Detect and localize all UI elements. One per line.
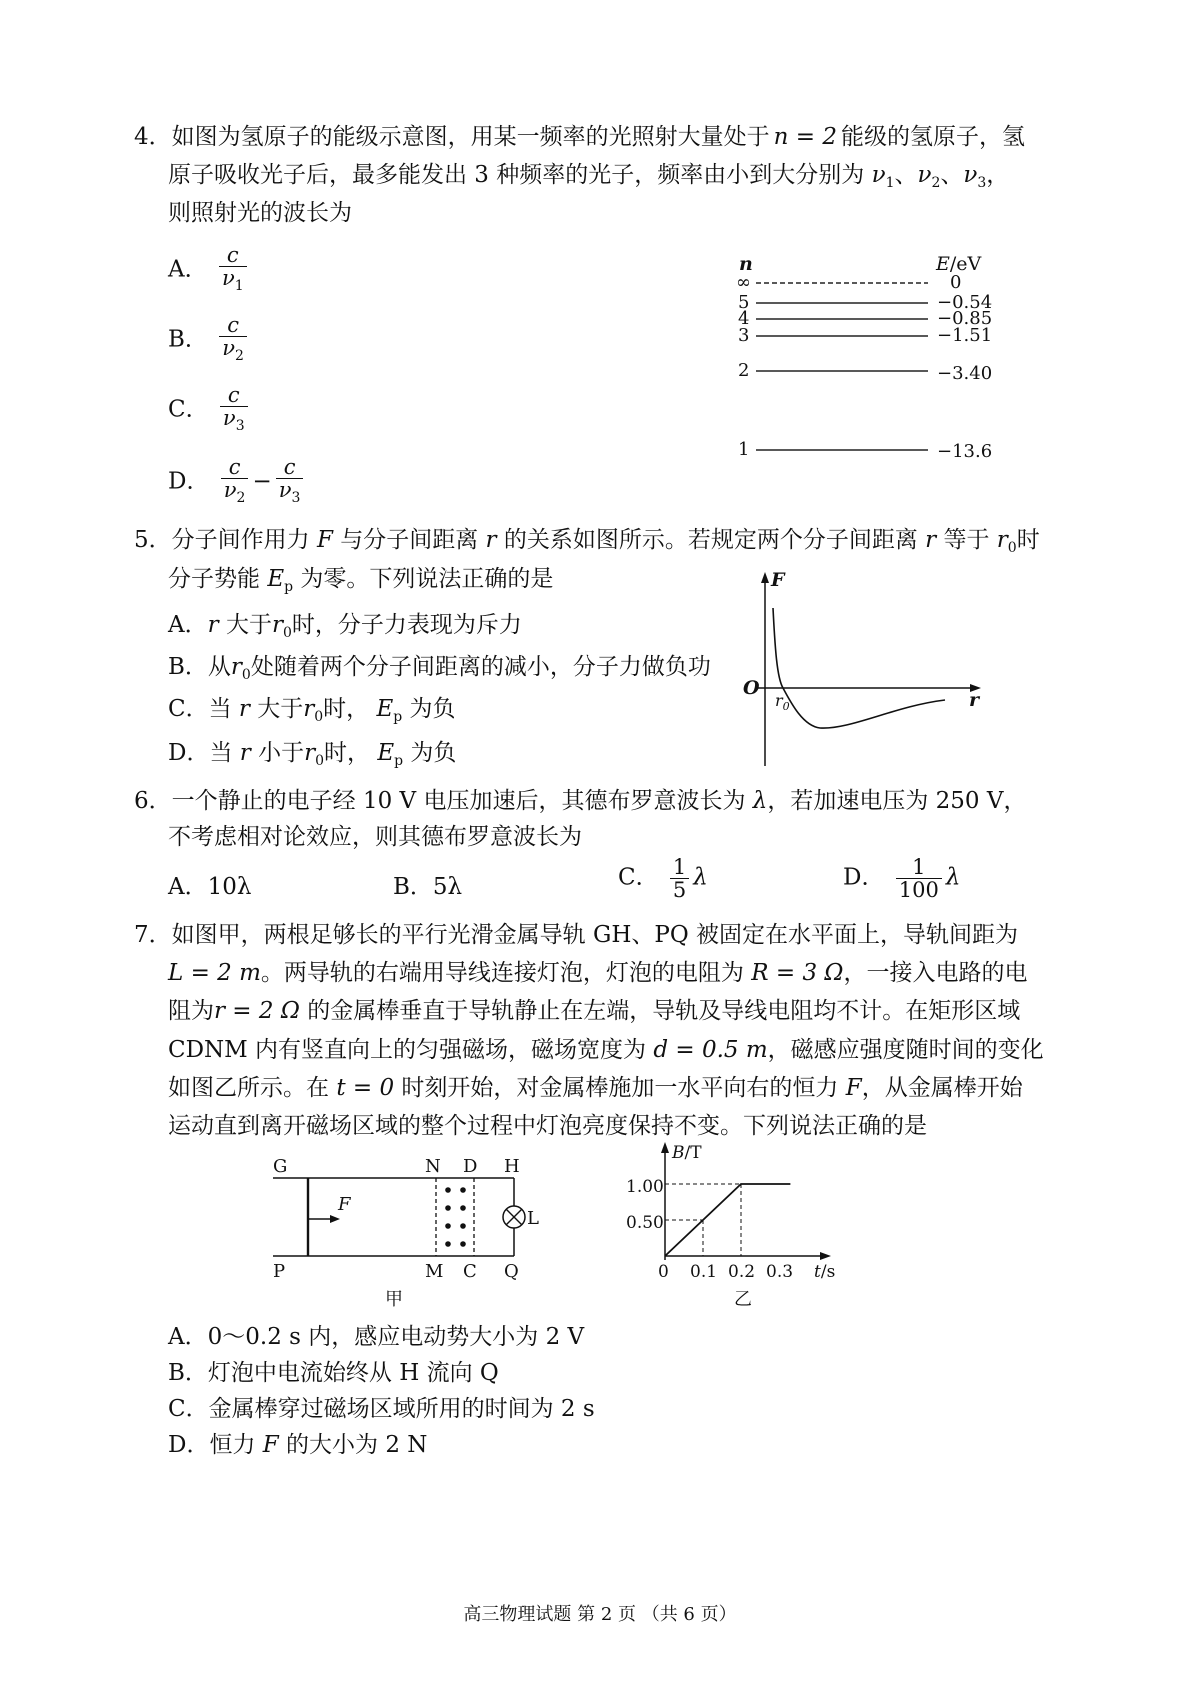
q5-r: r [238, 696, 250, 722]
q6-option-a [168, 868, 251, 901]
x-tick-label: 0.1 [690, 1262, 718, 1282]
option-letter: C． [618, 864, 659, 891]
label-c: C [463, 1261, 477, 1282]
option-text: 灯泡中电流始终从 H 流向 Q [207, 1360, 499, 1386]
q6-line1 [134, 786, 1026, 816]
label-l: L [527, 1208, 539, 1229]
q7-line6: 运动直到离开磁场区域的整个过程中灯泡亮度保持不变。下列说法正确的是 [168, 1113, 927, 1139]
q5-option-c: C．当 r 大于$r_0$时， $E_p$ 为负 [168, 696, 456, 725]
b-t-series-line [665, 1184, 790, 1256]
label-f: F [338, 1194, 351, 1215]
x-axis-label: t/s [814, 1262, 836, 1282]
level-e: 0 [950, 272, 962, 293]
q7-formula: R = 3 Ω [751, 960, 844, 986]
option-letter: D． [168, 740, 210, 766]
q7-line4 [168, 1035, 1044, 1065]
level-inf [736, 272, 961, 293]
y-tick-label: 1.00 [626, 1177, 664, 1197]
q5-r: r [207, 612, 219, 638]
frac-den: ν [221, 266, 235, 290]
option-text: 的大小为 2 N [286, 1432, 428, 1458]
option-letter: C． [168, 696, 209, 722]
q7-text: 阻为 [168, 998, 214, 1024]
q7-f: F [262, 1432, 279, 1458]
q7-line2 [168, 958, 1027, 988]
q7-option-d [168, 1430, 427, 1460]
q4-option-d [168, 456, 307, 509]
option-text: 金属棒穿过磁场区域所用的时间为 2 s [208, 1396, 595, 1422]
q6-lambda: λ [693, 864, 708, 891]
level-2 [738, 360, 992, 384]
q4-line2: 原子吸收光子后，最多能发出 3 种频率的光子，频率由小到大分别为 $\nu_1$、$\nu_2$、$\nu_3$， [168, 162, 1010, 191]
q4-option-a [168, 244, 251, 297]
figure-yi-chart [620, 1140, 850, 1312]
q7-line1 [134, 920, 1018, 950]
minus-sign: − [252, 468, 272, 495]
frac-sub: 2 [236, 490, 246, 506]
frac-num: 1 [670, 856, 689, 879]
e-axis-label: E/eV [936, 253, 982, 275]
option-letter: A． [168, 612, 208, 638]
option-text: 时， [324, 740, 370, 766]
option-letter: A． [168, 256, 208, 283]
frac-den: ν [222, 406, 236, 430]
q4-line3: 则照射光的波长为 [168, 200, 352, 226]
level-e: −1.51 [937, 325, 993, 346]
frac-num: 1 [896, 856, 942, 879]
option-text: 当 [209, 740, 233, 766]
level-n: 4 [738, 308, 750, 329]
q7-formula: L = 2 m [168, 960, 261, 986]
q7-line5 [168, 1073, 1023, 1103]
q6-text: 一个静止的电子经 10 V 电压加速后，其德布罗意波长为 [171, 788, 746, 814]
x-axis-arrow [820, 1252, 831, 1260]
frac-den: ν [222, 336, 235, 360]
force-arrowhead [330, 1215, 340, 1223]
q5-r: r [925, 527, 937, 553]
q7-text: ，从金属棒开始 [861, 1075, 1023, 1101]
q5-line1: 5．分子间作用力 F 与分子间距离 r 的关系如图所示。若规定两个分子间距离 r 等于 $r_0$时 [134, 527, 1040, 556]
label-m: M [425, 1261, 444, 1282]
q5-option-b: B．从$r_0$处随着两个分子间距离的减小，分子力做负功 [168, 654, 711, 683]
q4-text2: 原子吸收光子后，最多能发出 3 种频率的光子，频率由小到大分别为 [168, 162, 865, 188]
q7-text: 的金属棒垂直于导轨静止在左端，导轨及导线电阻均不计。在矩形区域 [307, 998, 1021, 1024]
level-e: −3.40 [937, 363, 993, 384]
option-letter: B． [168, 654, 208, 680]
option-letter: B． [393, 874, 433, 900]
option-letter: D． [843, 864, 885, 891]
q4-number: 4． [134, 124, 172, 150]
frac-num: c [227, 313, 239, 337]
frac-num: c [228, 455, 241, 479]
y-axis-label: B/T [672, 1143, 702, 1163]
force-distance-graph [735, 568, 995, 768]
origin-label: O [743, 677, 760, 699]
label-d: D [463, 1156, 478, 1177]
level-n: 1 [738, 439, 750, 460]
q5-text: 与分子间距离 [340, 527, 479, 553]
option-letter: C． [168, 1396, 209, 1422]
q5-r: r [485, 527, 497, 553]
option-text: 为负 [410, 740, 457, 766]
option-letter: D． [168, 468, 210, 495]
q6-line2: 不考虑相对论效应，则其德布罗意波长为 [168, 824, 582, 850]
frac-num: c [227, 383, 240, 407]
force-curve [773, 608, 945, 728]
y-tick-label: 0.50 [626, 1213, 664, 1233]
option-text: 大于 [257, 696, 304, 722]
q6-option-d [843, 856, 960, 901]
q7-text: ，磁感应强度随时间的变化 [767, 1037, 1044, 1063]
q4-n2: n = 2 [773, 124, 837, 150]
option-letter: B． [168, 326, 208, 353]
q7-option-b [168, 1358, 499, 1388]
option-text: 大于 [225, 612, 272, 638]
frac-sub: 3 [291, 490, 301, 506]
q5-option-a: A．r 大于$r_0$时，分子力表现为斥力 [168, 612, 522, 641]
q6-text: ，若加速电压为 250 V， [767, 788, 1027, 814]
frac-sub: 3 [235, 418, 245, 434]
level-n: 3 [738, 325, 750, 346]
q6-option-c [618, 856, 708, 901]
option-text: 从 [207, 654, 231, 680]
q7-text: 如图甲，两根足够长的平行光滑金属导轨 GH、PQ 被固定在水平面上，导轨间距为 [171, 922, 1019, 948]
option-text: 恒力 [209, 1432, 256, 1458]
q7-f: F [845, 1075, 862, 1101]
q5-text: 时 [1016, 527, 1040, 553]
frac-den: ν [278, 478, 292, 502]
level-e: −0.54 [937, 292, 993, 313]
frac-den: ν [223, 478, 237, 502]
q7-line3 [168, 996, 1020, 1026]
q5-text: 分子间作用力 [171, 527, 310, 553]
q6-option-b [393, 868, 462, 901]
q6-lambda: λ [752, 788, 768, 814]
y-axis-label: F [771, 569, 785, 591]
level-n: 5 [738, 292, 750, 313]
option-text: 时， [323, 696, 370, 722]
level-e: −0.85 [937, 308, 993, 329]
option-letter: B． [168, 1360, 208, 1386]
x-tick-label: 0.3 [766, 1262, 794, 1282]
q7-text: CDNM 内有竖直向上的匀强磁场，磁场宽度为 [168, 1037, 647, 1063]
frac-den: 5 [672, 878, 687, 902]
option-text: 10λ [207, 874, 252, 900]
option-letter: D． [168, 1432, 210, 1458]
q5-r: r [239, 740, 251, 766]
x-axis-label: r [969, 689, 980, 711]
q4-line1 [134, 122, 1025, 152]
frac-den: 100 [898, 878, 939, 902]
q5-text: 等于 [943, 527, 990, 553]
q7-formula: t = 0 [336, 1075, 395, 1101]
q7-formula: d = 0.5 m [653, 1037, 768, 1063]
frac-num: c [283, 455, 296, 479]
q4-option-b [168, 314, 251, 367]
q7-text: 如图乙所示。在 [168, 1075, 329, 1101]
option-text: 小于 [258, 740, 305, 766]
figure-jia-circuit [268, 1150, 568, 1310]
x-tick-label: 0 [658, 1262, 669, 1282]
caption-yi: 乙 [734, 1289, 752, 1310]
lamp-icon [503, 1206, 525, 1228]
q7-formula: r = 2 Ω [214, 998, 300, 1024]
x-tick-label: 0.2 [728, 1262, 756, 1282]
option-letter: C． [168, 396, 209, 423]
level-n: ∞ [736, 272, 751, 293]
label-n: N [425, 1156, 441, 1177]
option-text: 0～0.2 s 内，感应电动势大小为 2 V [207, 1324, 585, 1350]
label-g: G [273, 1156, 288, 1177]
y-axis-arrow [761, 572, 769, 583]
frac-sub: 1 [234, 278, 244, 294]
q4-text1: 如图为氢原子的能级示意图，用某一频率的光照射大量处于 [171, 124, 770, 150]
q5-option-d: D．当 r 小于$r_0$时， $E_p$ 为负 [168, 740, 457, 769]
q7-text: 。两导轨的右端用导线连接灯泡，灯泡的电阻为 [260, 960, 744, 986]
option-text: 处随着两个分子间距离的减小，分子力做负功 [250, 654, 711, 680]
q6-lambda: λ [945, 864, 961, 891]
q7-text: 时刻开始，对金属棒施加一水平向右的恒力 [401, 1075, 839, 1101]
magnetic-field-dots [445, 1187, 466, 1247]
frac-num: c [226, 243, 239, 267]
r0-label: $r_0$ [775, 691, 790, 713]
page-footer: 高三物理试题 第 2 页 （共 6 页） [463, 1604, 737, 1625]
q7-number: 7． [134, 922, 172, 948]
q4-option-c [168, 384, 252, 437]
q7-option-a [168, 1322, 584, 1352]
q7-text: ，一接入电路的电 [843, 960, 1028, 986]
q5-f: F [316, 527, 333, 553]
option-text: 时，分子力表现为斥力 [291, 612, 522, 638]
q5-text: 分子势能 [168, 566, 260, 592]
label-p: P [273, 1261, 286, 1282]
option-text: 为负 [409, 696, 456, 722]
q5-line2: 分子势能 $E_p$ 为零。下列说法正确的是 [168, 566, 554, 595]
y-axis-arrow [661, 1142, 669, 1153]
level-e: −13.6 [937, 441, 993, 462]
option-letter: A． [168, 874, 208, 900]
label-h: H [504, 1156, 520, 1177]
caption-jia: 甲 [385, 1289, 403, 1310]
q5-number: 5． [134, 527, 172, 553]
q6-number: 6． [134, 788, 172, 814]
q7-option-c [168, 1394, 595, 1424]
option-text: 当 [208, 696, 232, 722]
q5-text: 的关系如图所示。若规定两个分子间距离 [503, 527, 918, 553]
level-1 [738, 439, 992, 462]
q5-text: 为零。下列说法正确的是 [300, 566, 554, 592]
option-letter: A． [168, 1324, 208, 1350]
energy-level-diagram [730, 248, 1010, 468]
option-text: 5λ [432, 874, 463, 900]
n-axis-label: n [739, 253, 753, 275]
level-n: 2 [738, 360, 750, 381]
level-3 [738, 325, 992, 346]
label-q: Q [504, 1261, 519, 1282]
q4-text1c: 能级的氢原子，氢 [840, 124, 1025, 150]
frac-sub: 2 [235, 348, 244, 364]
